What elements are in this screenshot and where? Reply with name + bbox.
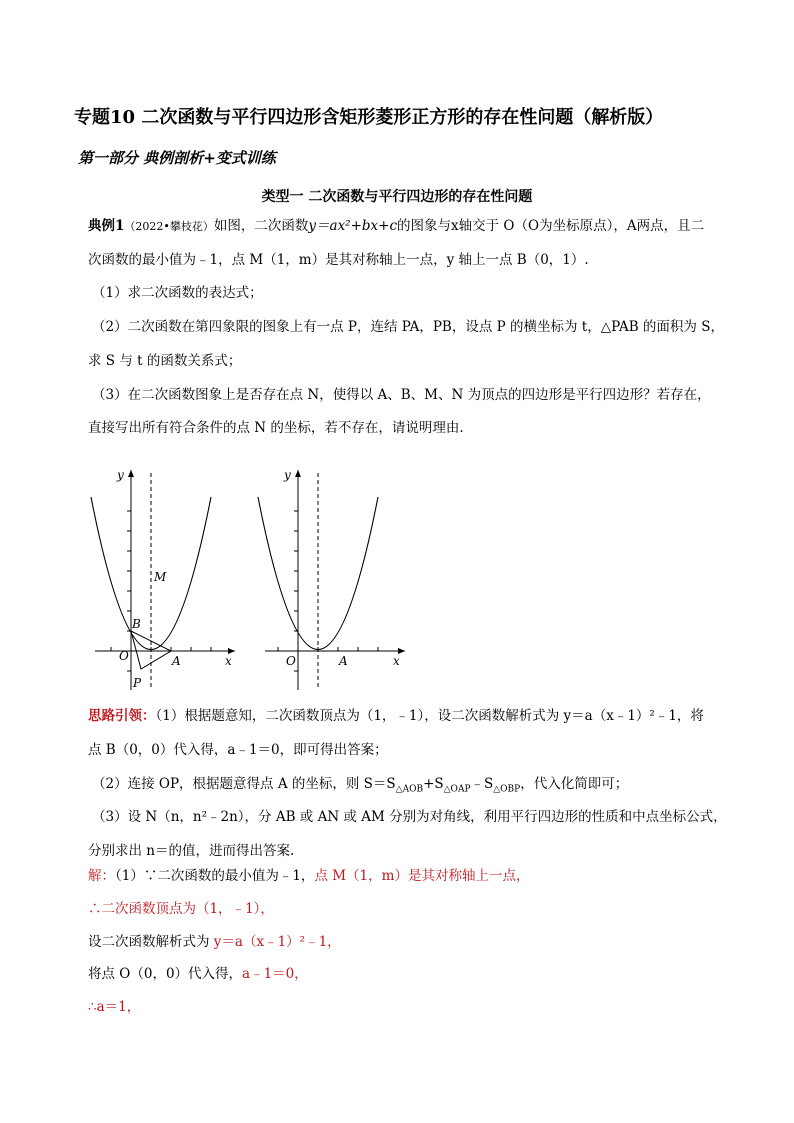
label-a-2: A	[339, 654, 348, 668]
example-line-2: 次函数的最小值为﹣1，点 M（1，m）是其对称轴上一点，y 轴上一点 B（0，1）.	[88, 252, 589, 268]
solution-label: 解：	[88, 868, 115, 884]
solution-text-4a: 将点 O（0，0）代入得，	[88, 966, 243, 982]
figure-1	[85, 465, 245, 695]
solution-line-5: ∴a＝1，	[88, 999, 141, 1015]
part-heading: 第一部分 典例剖析+变式训练	[78, 149, 276, 167]
analysis-label: 思路引领：	[88, 708, 156, 724]
analysis-line-3	[92, 774, 628, 800]
label-p: P	[133, 676, 142, 690]
analysis-line-5: 分别求出 n＝的值，进而得出答案.	[88, 843, 295, 859]
analysis-sub-2: △OAP	[443, 784, 471, 795]
analysis-sub-1: △AOB	[395, 784, 424, 795]
solution-text-3a: 设二次函数解析式为	[88, 934, 214, 950]
example-text-1a: 如图，二次函数	[213, 218, 309, 234]
analysis-text-3d: ，代入化简即可；	[520, 776, 629, 792]
example-line-1	[88, 216, 704, 237]
solution-line-2: ∴二次函数顶点为（1，﹣1），	[88, 901, 274, 917]
example-source: （2022•攀枝花）	[124, 220, 214, 233]
analysis-line-2: 点 B（0，0）代入得，a﹣1＝0，即可得出答案；	[88, 742, 388, 758]
example-formula: y＝ax²+bx+c	[308, 218, 398, 234]
solution-line-4	[88, 964, 308, 984]
question-3a: （3）在二次函数图象上是否存在点 N，使得以 A、B、M、N 为顶点的四边形是平行四边形？若存在，	[92, 387, 711, 403]
label-y: y	[117, 468, 124, 482]
analysis-text-3a: （2）连接 OP，根据题意得点 A 的坐标，则 S＝S	[92, 776, 396, 792]
analysis-line-4: （3）设 N（n，n²﹣2n），分 AB 或 AN 或 AM 分别为对角线，利用平行四边形的性质和中点坐标公式，	[92, 809, 727, 825]
question-1: （1）求二次函数的表达式；	[92, 285, 263, 301]
label-m: M	[154, 570, 167, 584]
label-x-2: x	[393, 654, 400, 668]
solution-line-1	[88, 866, 529, 886]
solution-text-3b: y＝a（x﹣1）²﹣1，	[213, 934, 341, 950]
analysis-line-1	[88, 706, 704, 726]
example-text-1b: 的图象与x轴交于 O（O为坐标原点），A两点，且二	[397, 218, 705, 234]
label-a: A	[172, 654, 181, 668]
example-label: 典例1	[88, 218, 125, 234]
question-2a: （2）二次函数在第四象限的图象上有一点 P，连结 PA，PB，设点 P 的横坐标为 t，△PAB 的面积为 S，	[92, 319, 724, 335]
solution-line-3	[88, 932, 341, 952]
figure-2	[255, 465, 415, 695]
label-o-2: O	[286, 654, 296, 668]
solution-text-1a: （1）∵二次函数的最小值为﹣1，	[115, 868, 315, 884]
label-o: O	[119, 649, 129, 663]
label-y-2: y	[284, 468, 291, 482]
analysis-text-3c: ﹣S	[470, 776, 494, 792]
label-x: x	[225, 654, 232, 668]
question-2b: 求 S 与 t 的函数关系式；	[88, 353, 242, 369]
label-b: B	[132, 617, 141, 631]
page-title: 专题10 二次函数与平行四边形含矩形菱形正方形的存在性问题（解析版）	[74, 107, 664, 128]
question-3b: 直接写出所有符合条件的点 N 的坐标，若不存在，请说明理由.	[88, 420, 464, 436]
solution-text-1b: 点 M（1，m）是其对称轴上一点，	[314, 868, 530, 884]
analysis-text-3b: +S	[423, 776, 444, 792]
analysis-sub-3: △OBP	[493, 784, 521, 795]
analysis-text-1: （1）根据题意知，二次函数顶点为（1，﹣1），设二次函数解析式为 y＝a（x﹣1）²﹣1，将	[155, 708, 704, 724]
section-heading: 类型一 二次函数与平行四边形的存在性问题	[261, 189, 533, 205]
solution-text-4b: a﹣1＝0，	[242, 966, 308, 982]
